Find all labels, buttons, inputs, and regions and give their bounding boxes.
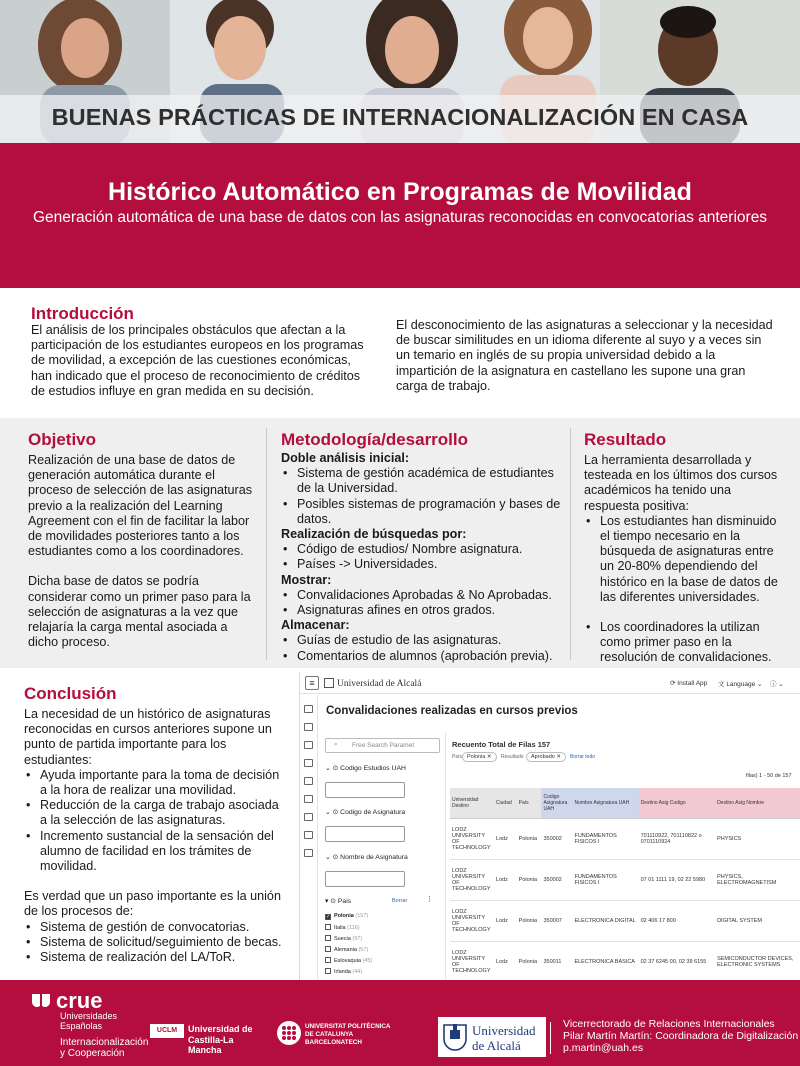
uclm-name: Universidad de Castilla-La Mancha — [188, 1024, 253, 1055]
filter-nombre-asignatura-text: Nombre de Asignatura — [340, 854, 408, 861]
conclusion-heading: Conclusión — [24, 684, 117, 703]
table-cell: 350007 — [541, 900, 572, 941]
objetivo-text-2: Dicha base de datos se podría considerar como un primer paso para la selección de asignaturas a la vez que relajaría la carga mental asociada a dicho proceso. — [28, 574, 251, 650]
list-item: • Incremento sustancial de la sensación del alumno de facilidad en los trámites de movilidad. — [24, 829, 286, 875]
filter-nombre-asignatura-label: ⌄ ⊙ Nombre de Asignatura — [325, 854, 408, 861]
column-divider — [570, 428, 571, 660]
table-cell: 701110922, 701110822 o 0701110924 — [639, 818, 715, 859]
column-header[interactable]: Ciudad — [494, 788, 517, 818]
hero-banner — [0, 0, 800, 143]
table-cell: Lodz — [494, 859, 517, 900]
contact-line-2: Pilar Martín Martín: Coordinadora de Digitalización — [563, 1030, 799, 1043]
codigo-asignatura-input[interactable] — [325, 826, 405, 842]
title-band — [0, 143, 800, 288]
checkbox-icon[interactable] — [325, 968, 331, 974]
metodologia-list — [281, 633, 563, 663]
list-icon[interactable] — [304, 777, 313, 785]
intro-heading: Introducción — [31, 304, 134, 323]
list-spacer — [584, 605, 780, 620]
table-cell: ELECTRONICA BASICA — [572, 941, 638, 980]
contact-email[interactable]: p.martin@uah.es — [563, 1042, 644, 1055]
table-row[interactable] — [450, 818, 800, 859]
resultado-list — [584, 514, 780, 666]
table-cell: 350002 — [541, 818, 572, 859]
borrar-todo-link[interactable]: Borrar todo — [570, 754, 596, 760]
conclusion-text-2: Es verdad que un paso importante es la unión de los procesos de: — [24, 889, 281, 919]
grid-icon[interactable] — [304, 795, 313, 803]
table-header-row — [450, 788, 800, 818]
conclusion-list-2 — [24, 920, 286, 966]
footer-divider — [550, 1022, 551, 1054]
objetivo-column — [28, 430, 260, 650]
filter-codigo-estudios-text: Codigo Estudios UAH — [340, 765, 406, 772]
table-cell: DIGITAL SYSTEM — [715, 900, 800, 941]
install-app-button[interactable]: ⟳ Install App — [670, 680, 708, 687]
filter-codigo-asignatura-label: ⌄ ⊙ Codigo de Asignatura — [325, 809, 406, 816]
country-name: Alemania — [334, 947, 357, 953]
metodologia-group-title: Mostrar: — [281, 572, 332, 587]
country-filter-option[interactable] — [325, 935, 362, 942]
conclusion-column — [24, 684, 286, 965]
list-item: • Sistema de solicitud/seguimiento de becas. — [24, 935, 286, 950]
app-sidebar — [300, 695, 318, 980]
metodologia-list — [281, 588, 563, 618]
tools-icon[interactable] — [304, 849, 313, 857]
table-cell: 350011 — [541, 941, 572, 980]
table-cell: Polonia — [517, 859, 542, 900]
table-cell: Lodz — [494, 818, 517, 859]
table-cell: LODZ UNIVERSITY OF TECHNOLOGY — [450, 900, 494, 941]
country-count: (97) — [352, 936, 363, 942]
uah-name: Universidad de Alcalá — [472, 1023, 536, 1053]
uah-seal-icon — [442, 1021, 468, 1053]
borrar-link[interactable]: Borrar — [392, 898, 408, 904]
poster-subtitle: Generación automática de una base de datos con las asignaturas reconocidas en convocatorias anteriores — [32, 209, 768, 226]
building-icon[interactable] — [304, 831, 313, 839]
column-header[interactable]: Universidad Destino — [450, 788, 494, 818]
crue-subtitle: Universidades Españolas — [60, 1011, 118, 1031]
country-count: (45) — [362, 958, 373, 964]
metodologia-heading: Metodología/desarrollo — [281, 430, 469, 449]
filters-panel — [318, 732, 446, 980]
table-cell: Lodz — [494, 900, 517, 941]
app-brand-label: Universidad de Alcalá — [337, 679, 422, 689]
column-divider — [266, 428, 267, 660]
chip-pais-label: País — [452, 754, 463, 760]
country-name: Italia — [334, 925, 346, 931]
contact-line-1: Vicerrectorado de Relaciones Internacionales — [563, 1018, 775, 1030]
table-cell: LODZ UNIVERSITY OF TECHNOLOGY — [450, 941, 494, 980]
conclusion-list-1 — [24, 768, 286, 874]
help-icon[interactable]: ⓘ ⌄ — [770, 681, 784, 688]
list-item: • Sistema de gestión académica de estudiantes de la Universidad. — [281, 466, 563, 496]
app-screenshot — [299, 672, 800, 980]
column-header[interactable]: Codigo Asignatura UAH — [541, 788, 572, 818]
install-app-label: Install App — [677, 680, 708, 687]
table-cell: LODZ UNIVERSITY OF TECHNOLOGY — [450, 859, 494, 900]
table-body — [450, 818, 800, 980]
footer — [0, 980, 800, 1066]
edit-icon[interactable] — [304, 723, 313, 731]
free-search-input[interactable] — [325, 738, 440, 753]
list-item: • Ayuda importante para la toma de decisión a la hora de realizar una movilidad. — [24, 768, 286, 798]
chip-pais[interactable] — [462, 752, 497, 762]
list-item: • Los coordinadores la utilizan como primer paso en la resolución de convalidaciones. — [584, 620, 780, 666]
column-header[interactable]: Destino Asig Nombre — [715, 788, 800, 818]
column-header[interactable]: Destino Asig Codigo — [639, 788, 715, 818]
list-item: • Posibles sistemas de programación y bases de datos. — [281, 497, 563, 527]
country-filter-option[interactable] — [325, 924, 360, 931]
metodologia-list — [281, 466, 563, 527]
metodologia-group-title: Almacenar: — [281, 618, 350, 633]
list-item: • Guías de estudio de las asignaturas. — [281, 633, 563, 648]
resultado-column — [584, 430, 780, 666]
free-search-placeholder: Free Search Paramet — [352, 742, 415, 749]
language-label: Language — [726, 681, 756, 688]
codigo-estudios-input[interactable] — [325, 782, 405, 798]
country-count: (157) — [355, 913, 369, 919]
table-cell: 02 37 6245 00, 02 39 6155 — [639, 941, 715, 980]
report-icon[interactable] — [304, 813, 313, 821]
results-table — [450, 788, 800, 980]
metodologia-group-title: Realización de búsquedas por: — [281, 527, 467, 542]
chip-result[interactable] — [526, 752, 566, 762]
table-row[interactable] — [450, 859, 800, 900]
country-name: Suecia — [334, 936, 351, 942]
resultado-text: La herramienta desarrollada y testeada en los últimos dos cursos académicos ha tenido una respuesta positiva: — [584, 453, 778, 513]
app-page-title: Convalidaciones realizadas en cursos previos — [326, 705, 578, 717]
list-item: • Convalidaciones Aprobadas & No Aprobadas. — [281, 588, 563, 603]
results-count: Recuento Total de Filas 157 — [452, 740, 551, 749]
crue-wordmark: crue — [56, 988, 103, 1013]
table-cell: 07 01 1111 19, 02 22 5980 — [639, 859, 715, 900]
metodologia-column — [281, 430, 563, 664]
table-row[interactable] — [450, 900, 800, 941]
country-filter-option[interactable] — [325, 968, 362, 975]
table-cell: Lodz — [494, 941, 517, 980]
list-item: • Sistema de realización del LA/ToR. — [24, 950, 286, 965]
table-cell: 350002 — [541, 859, 572, 900]
table-cell: 02 406 17 800 — [639, 900, 715, 941]
checkbox-icon[interactable] — [325, 957, 331, 963]
country-name: Irlanda — [334, 969, 351, 975]
app-brand — [324, 678, 421, 689]
objetivo-heading: Objetivo — [28, 430, 97, 449]
uah-logo — [438, 1017, 546, 1057]
uclm-logo: UCLM — [150, 1024, 184, 1038]
table-cell: SEMICONDUCTOR DEVICES, ELECTRONIC SYSTEMS — [715, 941, 800, 980]
country-count: (44) — [352, 969, 363, 975]
country-name: Eslovaquia — [334, 958, 361, 964]
list-item: • Reducción de la carga de trabajo asociada a la selección de las asignaturas. — [24, 798, 286, 828]
conclusion-text-1: La necesidad de un histórico de asignaturas reconocidas en cursos anteriores supone un punto de partida importante para los estudiantes: — [24, 707, 272, 767]
list-item: • Sistema de gestión de convocatorias. — [24, 920, 286, 935]
upc-name: UNIVERSITAT POLITÈCNICA DE CATALUNYA BARCELONATECH — [305, 1023, 391, 1046]
table-cell: Polonia — [517, 900, 542, 941]
nombre-asignatura-input[interactable] — [325, 871, 405, 887]
resultado-heading: Resultado — [584, 430, 667, 449]
university-logo-icon — [324, 678, 334, 688]
table-cell: FUNDAMENTOS FISICOS I — [572, 859, 638, 900]
more-icon[interactable]: ⋮ — [426, 896, 433, 903]
country-name: Polonia — [334, 913, 354, 919]
table-cell: Polonia — [517, 941, 542, 980]
list-item: • Comentarios de alumnos (aprobación previa). — [281, 649, 563, 664]
filter-codigo-estudios-label: ⌄ ⊙ Codigo Estudios UAH — [325, 765, 406, 772]
language-menu[interactable]: 文 Language ⌄ — [718, 681, 763, 688]
list-item: • Código de estudios/ Nombre asignatura. — [281, 542, 563, 557]
country-filter-option[interactable] — [325, 913, 368, 920]
filter-codigo-asignatura-text: Codigo de Asignatura — [340, 809, 406, 816]
hero-title: BUENAS PRÁCTICAS DE INTERNACIONALIZACIÓN EN CASA — [51, 104, 749, 130]
poster-title: Histórico Automático en Programas de Movilidad — [108, 178, 692, 206]
pagination: filas) 1 - 50 de 157 — [746, 773, 792, 779]
crue-subtitle-2: Internacionalización y Cooperación — [60, 1037, 149, 1059]
results-panel — [446, 732, 800, 980]
close-icon[interactable]: ✕ — [556, 754, 561, 760]
checkbox-icon[interactable] — [325, 946, 331, 952]
metodologia-group-title: Doble análisis inicial: — [281, 451, 410, 465]
crue-logo-icon — [30, 992, 52, 1010]
middle-section — [0, 418, 800, 668]
column-header[interactable]: País — [517, 788, 542, 818]
country-count: (57) — [358, 947, 369, 953]
list-item: • Los estudiantes han disminuido el tiempo necesario en la búsqueda de asignaturas entre un 20-80% dependiendo del histórico en la base de datos de las diferentes universidades. — [584, 514, 780, 605]
list-item: • Países -> Universidades. — [281, 557, 563, 572]
close-icon[interactable]: ✕ — [486, 754, 492, 760]
metodologia-list — [281, 542, 563, 572]
chip-result-value: Aprobado — [531, 754, 555, 760]
document-icon[interactable] — [304, 741, 313, 749]
checkbox-checked-icon[interactable]: ✓ — [326, 914, 331, 920]
table-cell: ELECTRONICA DIGITAL — [572, 900, 638, 941]
home-icon[interactable] — [304, 705, 313, 713]
table-row[interactable] — [450, 941, 800, 980]
table-cell: LODZ UNIVERSITY OF TECHNOLOGY — [450, 818, 494, 859]
upc-logo-icon — [276, 1020, 302, 1046]
chip-result-label: Resultado — [501, 754, 524, 760]
filter-pais-label: ▾ ⊙ Pais — [325, 898, 352, 905]
checkbox-icon[interactable] — [325, 935, 331, 941]
table-cell: FUNDAMENTOS FISICOS I — [572, 818, 638, 859]
app-topbar — [300, 672, 800, 694]
hamburger-icon[interactable]: ≡ — [305, 676, 319, 690]
search-icon: ⌕ — [334, 741, 338, 748]
list-item: • Asignaturas afines en otros grados. — [281, 603, 563, 618]
puzzle-icon[interactable] — [304, 759, 313, 767]
checkbox-icon[interactable] — [325, 924, 331, 930]
footer-contact — [563, 1018, 798, 1055]
chip-pais-value: Polonia — [467, 754, 486, 760]
intro-text-1: El análisis de los principales obstáculos que afectan a la participación de los estudiantes europeos en los programas de movilidad, a excepción de las cuestiones económicas, han indicado que el proceso de reconocimiento de créditos de estudios influye en gran medida en su decisión. — [31, 323, 364, 398]
intro-section — [0, 288, 800, 418]
country-count: (116) — [347, 925, 360, 931]
table-cell: PHYSICS — [715, 818, 800, 859]
country-filter-option[interactable] — [325, 957, 372, 964]
intro-text-2: El desconocimiento de las asignaturas a seleccionar y la necesidad de buscar similitudes en un idioma diferente al suyo y a veces sin un temario en inglés de su propia universidad debido a la impartición de la asignatura en castellano les supone una gran carga de trabajo. — [396, 318, 773, 393]
table-cell: PHYSICS, ELECTROMAGNETISM — [715, 859, 800, 900]
filter-pais-text: Pais — [337, 898, 352, 905]
column-header[interactable]: Nombre Asignatura UAH — [572, 788, 638, 818]
country-filter-option[interactable] — [325, 946, 368, 953]
table-cell: Polonia — [517, 818, 542, 859]
objetivo-text-1: Realización de una base de datos de generación automática durante el proceso de selección de las asignaturas previo a la realización del Learning Agreement con el fin de facilitar la labor de movilidades posteriores tanto a los estudiantes como a los coordinadores. — [28, 453, 253, 559]
